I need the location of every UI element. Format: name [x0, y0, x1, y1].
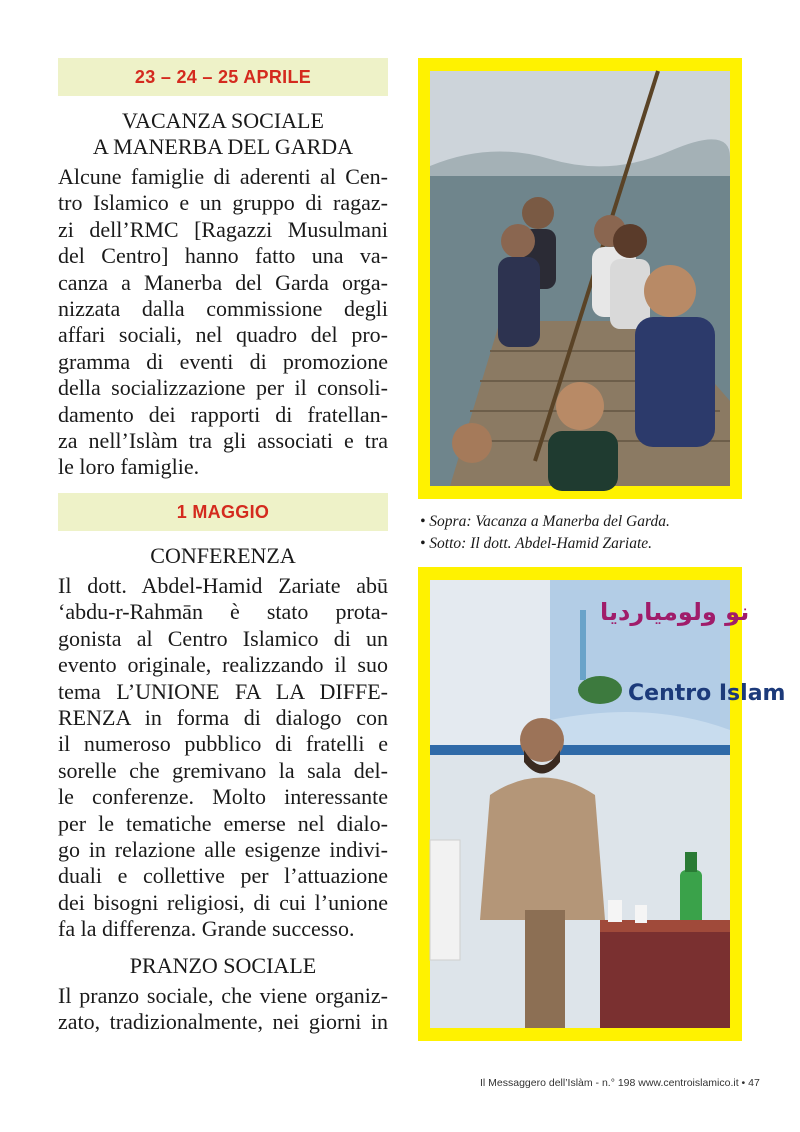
banner-arabic-text: نو ولوميارديا	[600, 598, 750, 626]
vacanza-body	[58, 164, 388, 481]
text-line: per le tematiche emerse nel dialo-	[58, 810, 388, 836]
photo-children-pier-illustration	[430, 71, 730, 486]
text-line: il numeroso pubblico di fratelli e	[58, 731, 388, 757]
text-line: le conferenze. Molto interessante	[58, 784, 388, 810]
title-line: VACANZA SOCIALE	[122, 108, 324, 133]
text-line: tema L’UNIONE FA LA DIFFE-	[58, 678, 388, 704]
text-line: della socializzazione per il consoli-	[58, 375, 388, 401]
photo-captions	[420, 511, 742, 555]
text-line: gramma di eventi di promozione	[58, 348, 388, 374]
text-line: evento originale, realizzando il suo	[58, 652, 388, 678]
text-line: RENZA in forma di dialogo con	[58, 704, 388, 730]
text-line: za nell’Islàm tra gli associati e tra	[58, 428, 388, 454]
text-line: sorelle che gremivano la sala del-	[58, 757, 388, 783]
photo-children-pier	[430, 71, 730, 486]
pranzo-body	[58, 983, 388, 1036]
text-line: Il pranzo sociale, che viene organiz-	[58, 982, 388, 1008]
photo-frame-top	[418, 58, 742, 499]
photo-conference-illustration	[430, 580, 786, 1028]
text-line: go in relazione alle esigenze indivi-	[58, 836, 388, 862]
text-line: nizzata dalla commissione degli	[58, 296, 388, 322]
text-line: duali e collettive per l’attuazione	[58, 863, 388, 889]
text-line: affari sociali, nel quadro del pro-	[58, 322, 388, 348]
text-line: tro Islamico e un gruppo di ragaz-	[58, 190, 388, 216]
text-line: zato, tradizionalmente, nei giorni in	[58, 1008, 388, 1034]
text-line: Il dott. Abdel-Hamid Zariate abū	[58, 572, 388, 598]
section-title-vacanza	[58, 108, 388, 160]
title-line: A MANERBA DEL GARDA	[92, 134, 354, 159]
conferenza-body	[58, 573, 388, 943]
left-column	[58, 58, 388, 1035]
banner-latin-text: Centro Islam	[628, 681, 786, 706]
text-line: zi dell’RMC [Ragazzi Musulmani	[58, 216, 388, 242]
section-title-conferenza: CONFERENZA	[150, 542, 296, 568]
text-line: gonista al Centro Islamico di un	[58, 625, 388, 651]
caption-top: • Sopra: Vacanza a Manerba del Garda.	[420, 513, 670, 530]
text-line: le loro famiglie.	[58, 454, 200, 480]
text-line: damento dei rapporti di fratellan-	[58, 401, 388, 427]
photo-frame-bottom	[418, 567, 786, 1041]
text-line: ‘abdu-r-Rahmān è stato prota-	[58, 599, 388, 625]
text-line: dei bisogni religiosi, di cui l’unione	[58, 889, 388, 915]
right-column	[418, 58, 786, 1041]
text-line: canza a Manerba del Garda orga-	[58, 269, 388, 295]
text-line: del Centro] hanno fatto una va-	[58, 243, 388, 269]
text-line: fa la differenza. Grande successo.	[58, 916, 355, 942]
section-title-pranzo: PRANZO SOCIALE	[129, 952, 317, 978]
date-banner-may: 1 MAGGIO	[58, 493, 388, 531]
caption-bottom: • Sotto: Il dott. Abdel-Hamid Zariate.	[420, 535, 653, 552]
photo-conference-speaker	[430, 580, 786, 1028]
text-line: Alcune famiglie di aderenti al Cen-	[58, 164, 388, 189]
page-footer: Il Messaggero dell’Islàm - n.° 198 www.centroislamico.it • 47	[480, 1077, 760, 1089]
date-banner-april: 23 – 24 – 25 APRILE	[58, 58, 388, 96]
